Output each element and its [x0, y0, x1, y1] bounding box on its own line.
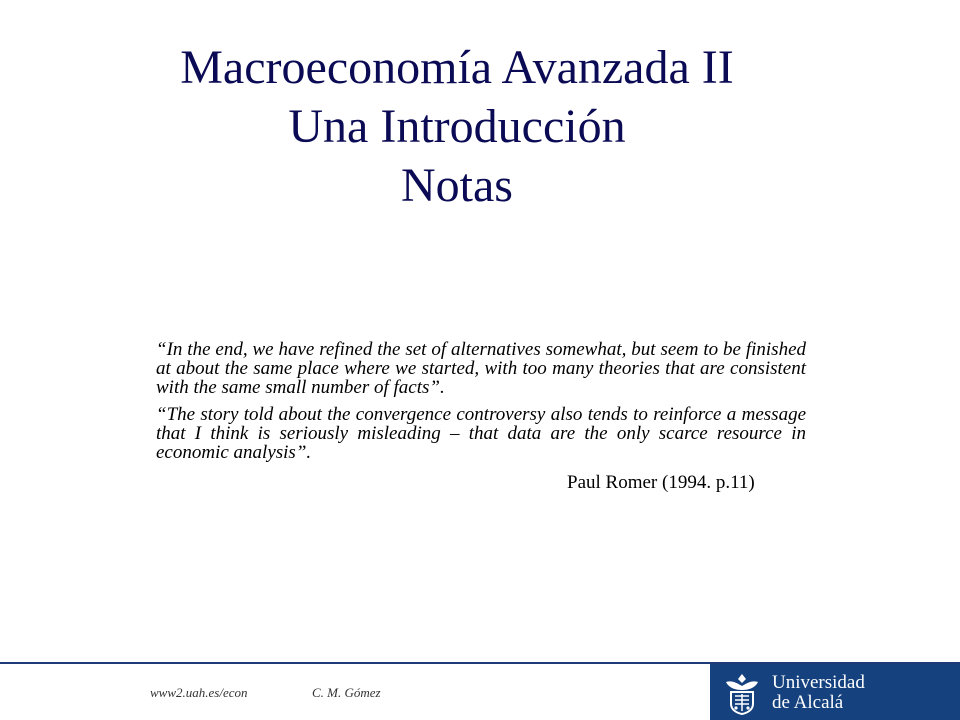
quote-block: [156, 340, 806, 470]
footer-author: C. M. Gómez: [312, 685, 381, 700]
university-name-line-2: de Alcalá: [772, 692, 844, 713]
university-name-line-1: Universidad: [772, 672, 865, 693]
footer-url: www2.uah.es/econ: [150, 685, 248, 700]
title-line-3: Notas: [401, 159, 513, 212]
title-line-1: Macroeconomía Avanzada II: [180, 41, 734, 94]
quote-2: “The story told about the convergence controversy also tends to reinforce a message that I think is seriously misleading – that data are the only scarce resource in economic analysis”.: [156, 404, 806, 463]
university-name: [772, 673, 865, 713]
university-logo: [710, 664, 960, 720]
quote-attribution: Paul Romer (1994. p.11): [567, 472, 755, 493]
title-line-2: Una Introducción: [288, 100, 626, 153]
quote-1: “In the end, we have refined the set of alternatives somewhat, but seem to be finished at about the same place where we started, with too many theories that are consistent with the same small number of facts”.: [156, 339, 806, 398]
university-crest-icon: [722, 670, 762, 716]
slide-title: [0, 38, 914, 215]
